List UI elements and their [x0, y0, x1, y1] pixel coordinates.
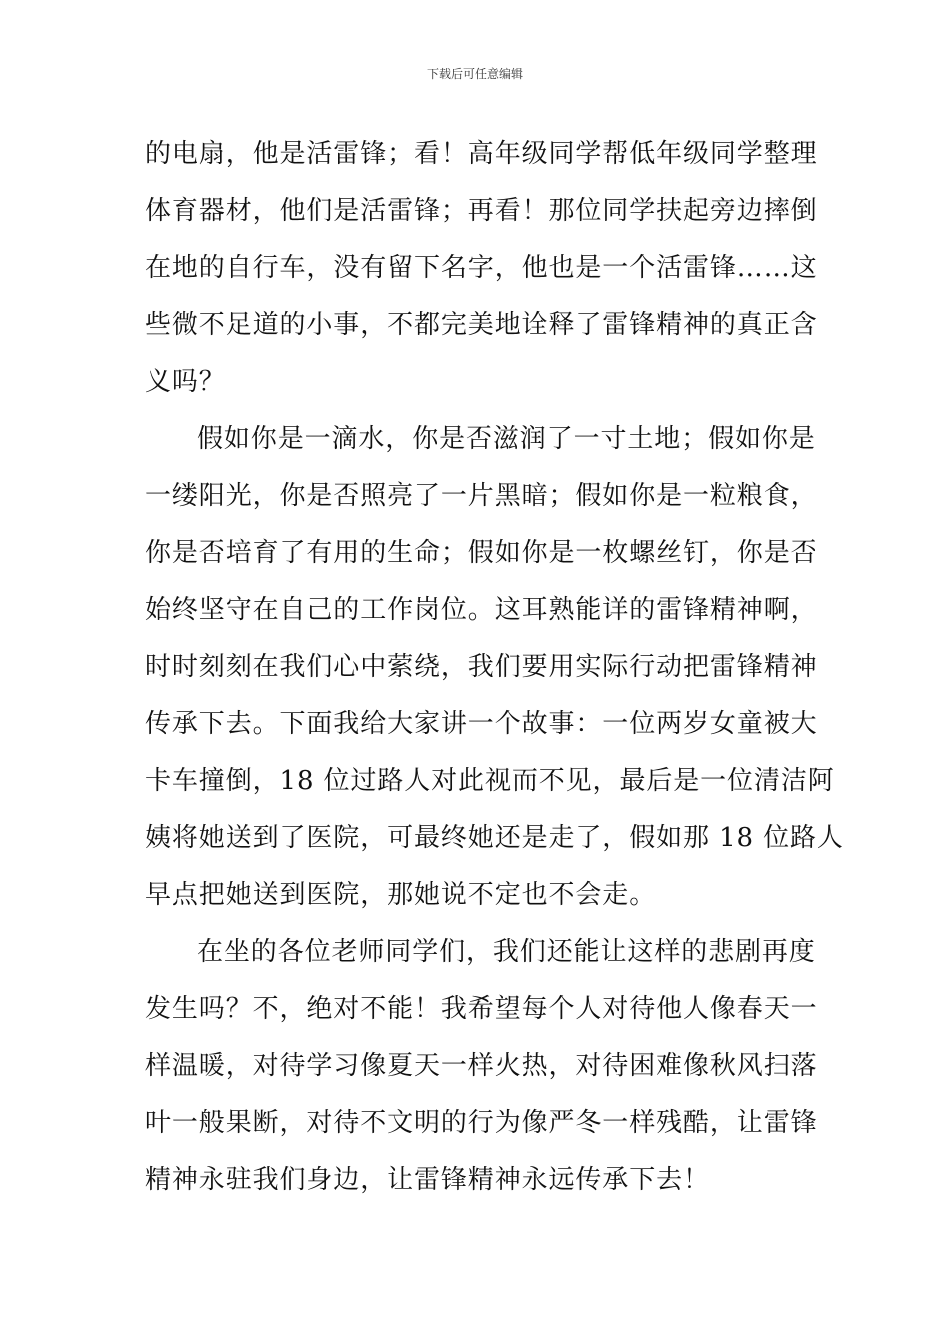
text-line: 义吗？ [145, 367, 226, 397]
text-line: 时时刻刻在我们心中萦绕，我们要用实际行动把雷锋精神 [145, 652, 818, 682]
text-line: 传承下去。下面我给大家讲一个故事：一位两岁女童被大 [145, 709, 818, 739]
text-line: 叶一般果断，对待不文明的行为像严冬一样残酷，让雷锋 [145, 1108, 818, 1138]
text-line: 精神永驻我们身边，让雷锋精神永远传承下去！ [145, 1165, 710, 1195]
paragraph-3 [145, 924, 818, 1209]
text-line: 始终坚守在自己的工作岗位。这耳熟能详的雷锋精神啊， [145, 595, 818, 625]
text-line: 卡车撞倒，18 位过路人对此视而不见，最后是一位清洁阿 [145, 766, 835, 796]
text-line: 发生吗？不，绝对不能！我希望每个人对待他人像春天一 [145, 994, 818, 1024]
paragraph-1 [145, 126, 818, 411]
text-line: 在地的自行车，没有留下名字，他也是一个活雷锋……这 [145, 253, 818, 283]
text-line: 姨将她送到了医院，可最终她还是走了，假如那 18 位路人 [145, 823, 844, 853]
paragraph-2 [145, 411, 844, 924]
document-body [145, 126, 844, 1209]
text-line: 早点把她送到医院，那她说不定也不会走。 [145, 880, 657, 910]
text-line: 样温暖，对待学习像夏天一样火热，对待困难像秋风扫落 [145, 1051, 818, 1081]
text-line: 体育器材，他们是活雷锋；再看！那位同学扶起旁边摔倒 [145, 196, 818, 226]
text-line: 些微不足道的小事，不都完美地诠释了雷锋精神的真正含 [145, 310, 818, 340]
text-line: 在坐的各位老师同学们，我们还能让这样的悲剧再度 [197, 937, 816, 967]
text-line: 你是否培育了有用的生命；假如你是一枚螺丝钉，你是否 [145, 538, 818, 568]
text-line: 假如你是一滴水，你是否滋润了一寸土地；假如你是 [197, 424, 816, 454]
page-header: 下载后可任意编辑 [426, 67, 523, 81]
text-line: 的电扇，他是活雷锋；看！高年级同学帮低年级同学整理 [145, 139, 818, 169]
text-line: 一缕阳光，你是否照亮了一片黑暗；假如你是一粒粮食， [145, 481, 818, 511]
